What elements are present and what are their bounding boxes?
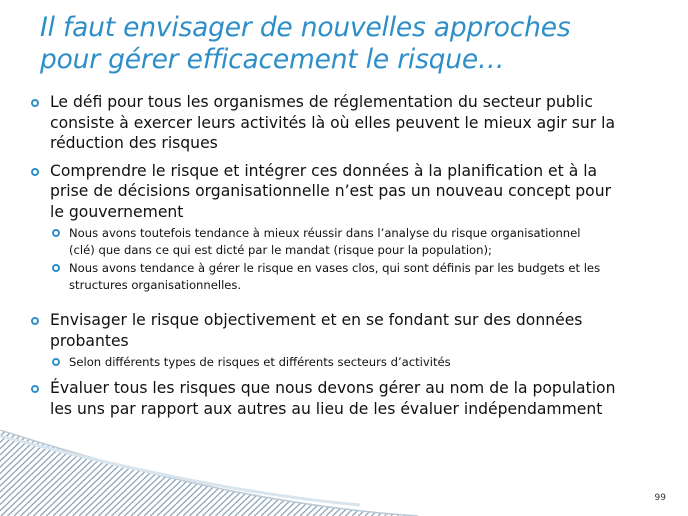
sub-bullet-ring-icon	[52, 229, 60, 237]
bullet-text-line: réduction des risques	[50, 134, 218, 152]
stripe-line	[53, 430, 143, 516]
bullet-ring-icon	[31, 99, 39, 107]
bullet-item	[30, 92, 670, 154]
stripe-line	[40, 430, 130, 516]
stripe-line	[66, 430, 156, 516]
sub-bullet-item	[50, 260, 670, 294]
stripe-line	[177, 430, 267, 516]
stripe-line	[352, 430, 420, 516]
stripe-line	[125, 430, 215, 516]
stripe-line	[196, 430, 286, 516]
bullet-item	[30, 310, 670, 371]
stripe-line	[164, 430, 254, 516]
stripe-line	[0, 430, 20, 516]
slide-title-line-2: pour gérer efficacement le risque…	[40, 44, 505, 75]
stripe-line	[170, 430, 260, 516]
stripe-line	[118, 430, 208, 516]
bullet-ring-icon	[31, 168, 39, 176]
stripe-line	[372, 430, 421, 516]
sub-bullet-text-line: Nous avons toutefois tendance à mieux réussir dans l’analyse du risque organisationnel	[69, 226, 581, 240]
stripe-line	[34, 430, 124, 516]
bullet-text-line: probantes	[50, 331, 129, 350]
stripe-line	[190, 430, 280, 516]
stripe-line	[60, 430, 150, 516]
stripe-line	[281, 430, 371, 516]
stripe-line	[216, 430, 306, 516]
stripe-line	[1, 430, 91, 516]
stripe-line	[411, 430, 421, 516]
stripe-line	[47, 430, 137, 516]
sub-bullet-text-line: Nous avons tendance à gérer le risque en vases clos, qui sont définis par les budgets et les	[69, 261, 601, 275]
stripe-line	[131, 430, 221, 516]
bullet-text-line: Comprendre le risque et intégrer ces données à la planification et à la	[50, 161, 598, 180]
stripe-line	[398, 430, 421, 516]
stripe-line	[157, 430, 247, 516]
bullet-text-line: Le défi pour tous les organismes de réglementation du secteur public	[50, 93, 593, 111]
bullet-text-line: Envisager le risque objectivement et en se fondant sur des données	[50, 311, 583, 329]
page-number: 99	[654, 493, 666, 503]
bullet-text-line: Évaluer tous les risques que nous devons gérer au nom de la population	[50, 379, 616, 397]
sub-bullet-text-line: Selon différents types de risques et différents secteurs d’activités	[69, 355, 451, 369]
stripe-line	[417, 430, 420, 516]
stripe-line	[92, 430, 182, 516]
stripe-line	[209, 430, 299, 516]
bullet-item	[30, 161, 670, 295]
bullet-ring-icon	[31, 317, 39, 325]
stripe-line	[242, 430, 332, 516]
stripe-line	[346, 430, 421, 516]
stripe-line	[404, 430, 420, 516]
sub-bullet-text-line: (clé) que dans ce qui est dicté par le mandat (risque pour la population);	[69, 243, 492, 257]
stripe-line	[365, 430, 420, 516]
stripe-line	[203, 430, 293, 516]
sub-bullet-item	[50, 354, 670, 371]
bullet-text-line: prise de décisions organisationnelle n’est pas un nouveau concept pour	[50, 182, 611, 200]
sub-bullet-list	[50, 225, 670, 294]
sub-bullet-ring-icon	[52, 264, 60, 272]
slide-title	[40, 12, 670, 76]
stripe-line	[151, 430, 241, 516]
stripe-line	[183, 430, 273, 516]
stripe-line	[313, 430, 403, 516]
stripe-line	[385, 430, 421, 516]
sub-bullet-ring-icon	[52, 358, 60, 366]
sub-bullet-text-line: structures organisationnelles.	[69, 278, 242, 292]
stripe-line	[359, 430, 421, 516]
stripe-line	[99, 430, 189, 516]
bullet-text-line: les uns par rapport aux autres au lieu de les évaluer indépendamment	[50, 399, 603, 418]
stripe-line	[391, 430, 420, 516]
bullet-text-line: consiste à exercer leurs activités là où elles peuvent le mieux agir sur la	[50, 113, 616, 132]
stripe-line	[378, 430, 420, 516]
bullet-list	[30, 92, 670, 426]
diagonal-stripe-decoration	[0, 430, 420, 516]
bullet-ring-icon	[31, 385, 39, 393]
stripe-line	[235, 430, 325, 516]
slide-title-line-1: Il faut envisager de nouvelles approches	[40, 12, 571, 43]
sub-bullet-item	[50, 225, 670, 259]
bullet-item	[30, 378, 670, 419]
stripe-line	[248, 430, 338, 516]
stripe-line	[21, 430, 111, 516]
sub-bullet-list	[50, 354, 670, 371]
spacer	[30, 301, 670, 310]
bullet-text-line: le gouvernement	[50, 202, 184, 221]
